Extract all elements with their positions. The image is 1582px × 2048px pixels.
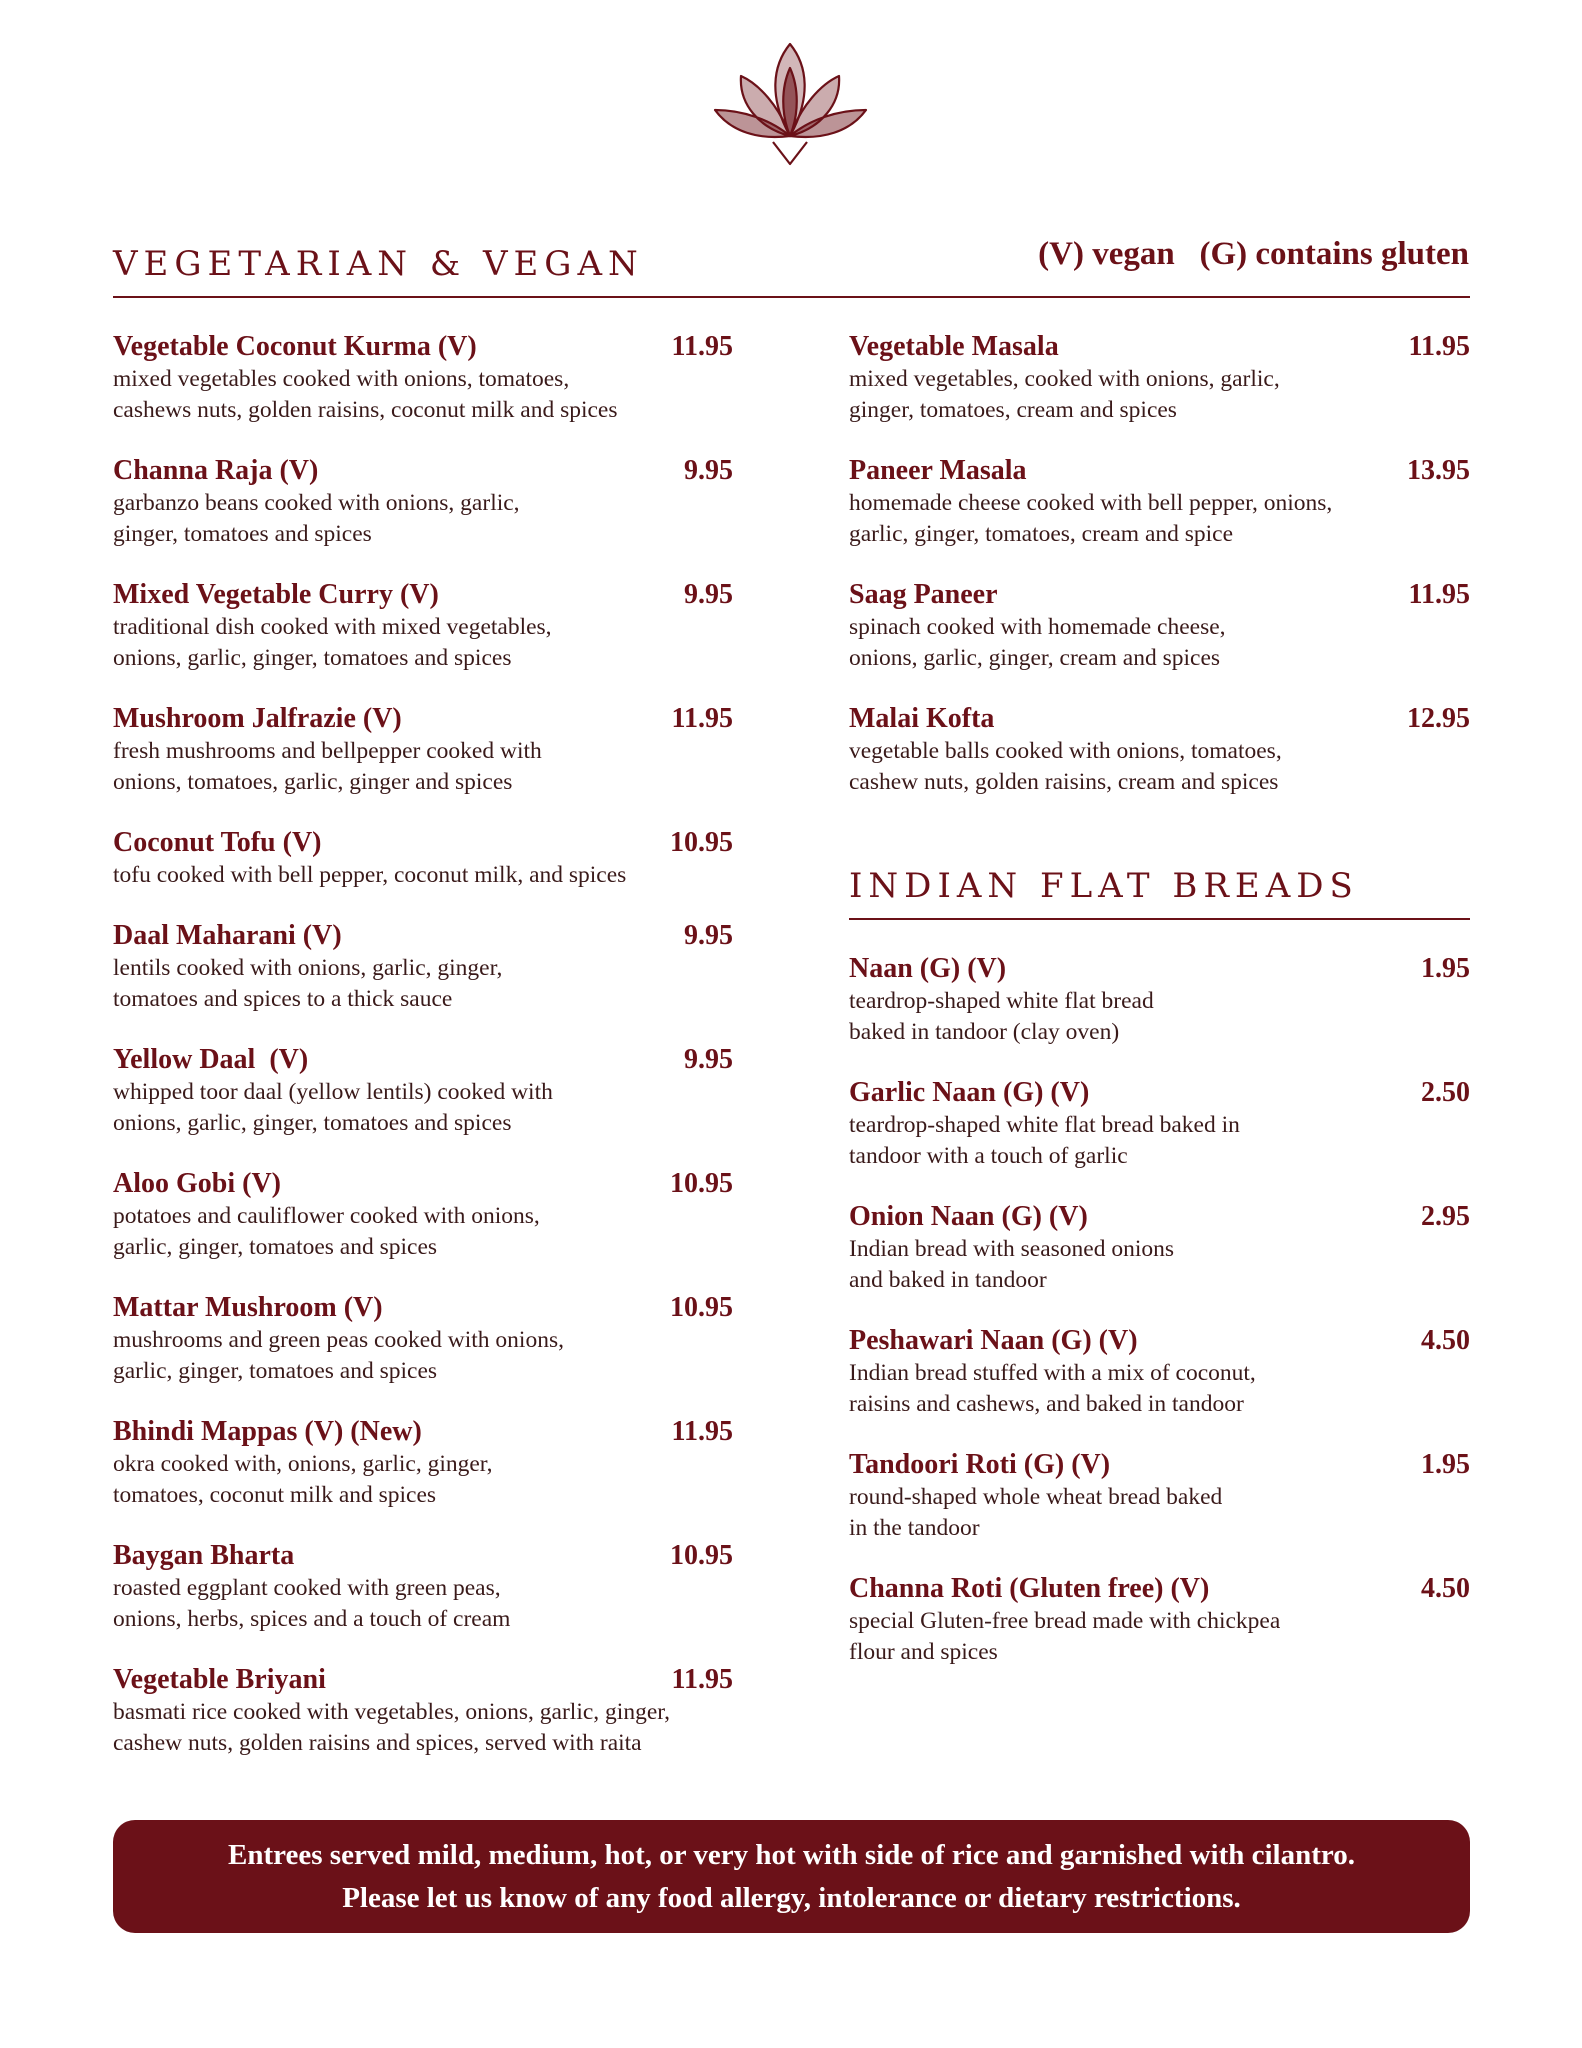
menu-column-right [849, 330, 1470, 826]
menu-column-left [113, 330, 733, 1787]
notice-line-1: Entrees served mild, medium, hot, or very hot with side of rice and garnished with cilantro. [228, 1838, 1355, 1871]
menu-item [113, 578, 733, 702]
menu-item [113, 1539, 733, 1663]
section-divider [849, 918, 1470, 920]
menu-item [849, 1200, 1470, 1324]
item-price: 2.95 [1421, 1201, 1470, 1232]
item-name: Garlic Naan (G) (V) [849, 1077, 1090, 1108]
item-name: Vegetable Coconut Kurma (V) [113, 331, 477, 362]
menu-item [113, 1167, 733, 1291]
item-description: fresh mushrooms and bellpepper cooked with onions, tomatoes, garlic, ginger and spices [113, 738, 542, 795]
item-name: Mixed Vegetable Curry (V) [113, 579, 439, 610]
item-description: homemade cheese cooked with bell pepper, onions, garlic, ginger, tomatoes, cream and spice [849, 490, 1333, 547]
item-description: round-shaped whole wheat bread baked in the tandoor [849, 1484, 1223, 1541]
item-description: teardrop-shaped white flat bread baked in tandoor (clay oven) [849, 988, 1154, 1045]
item-price: 11.95 [1408, 331, 1470, 362]
menu-item [849, 1076, 1470, 1200]
menu-item [113, 702, 733, 826]
item-name: Saag Paneer [849, 579, 998, 610]
menu-item [113, 919, 733, 1043]
item-price: 9.95 [684, 1044, 733, 1075]
item-name: Coconut Tofu (V) [113, 827, 322, 858]
item-name: Naan (G) (V) [849, 953, 1007, 984]
item-name: Channa Roti (Gluten free) (V) [849, 1573, 1210, 1604]
section-title-flat-breads: INDIAN FLAT BREADS [849, 866, 1359, 906]
item-price: 11.95 [1408, 579, 1470, 610]
item-name: Mushroom Jalfrazie (V) [113, 703, 402, 734]
item-description: mixed vegetables cooked with onions, tomatoes, cashews nuts, golden raisins, coconut milk and spices [113, 366, 618, 423]
item-price: 10.95 [670, 827, 733, 858]
item-name: Peshawari Naan (G) (V) [849, 1325, 1138, 1356]
item-description: mushrooms and green peas cooked with onions, garlic, ginger, tomatoes and spices [113, 1327, 564, 1384]
item-name: Baygan Bharta [113, 1540, 295, 1571]
notice-line-2: Please let us know of any food allergy, intolerance or dietary restrictions. [342, 1881, 1241, 1914]
item-description: garbanzo beans cooked with onions, garlic, ginger, tomatoes and spices [113, 490, 520, 547]
item-price: 13.95 [1407, 455, 1470, 486]
item-name: Bhindi Mappas (V) (New) [113, 1416, 422, 1447]
item-description: basmati rice cooked with vegetables, onions, garlic, ginger, cashew nuts, golden raisins and spices, served with raita [113, 1699, 671, 1756]
menu-column-breads [849, 952, 1470, 1696]
item-price: 4.50 [1421, 1573, 1470, 1604]
item-price: 10.95 [670, 1168, 733, 1199]
item-name: Vegetable Briyani [113, 1664, 326, 1695]
item-description: okra cooked with, onions, garlic, ginger, tomatoes, coconut milk and spices [113, 1451, 493, 1508]
menu-item [849, 578, 1470, 702]
item-description: traditional dish cooked with mixed vegetables, onions, garlic, ginger, tomatoes and spices [113, 614, 552, 671]
item-name: Vegetable Masala [849, 331, 1059, 362]
item-description: lentils cooked with onions, garlic, ginger, tomatoes and spices to a thick sauce [113, 955, 503, 1012]
item-description: Indian bread stuffed with a mix of coconut, raisins and cashews, and baked in tandoor [849, 1360, 1256, 1417]
item-name: Channa Raja (V) [113, 455, 319, 486]
menu-item [849, 454, 1470, 578]
item-price: 11.95 [671, 1664, 733, 1695]
item-description: special Gluten-free bread made with chickpea flour and spices [849, 1608, 1281, 1665]
menu-item [113, 454, 733, 578]
item-name: Paneer Masala [849, 455, 1027, 486]
item-description: Indian bread with seasoned onions and baked in tandoor [849, 1236, 1175, 1293]
item-price: 9.95 [684, 920, 733, 951]
item-name: Daal Maharani (V) [113, 920, 342, 951]
menu-item [113, 330, 733, 454]
item-price: 2.50 [1421, 1077, 1470, 1108]
item-description: spinach cooked with homemade cheese, onions, garlic, ginger, cream and spices [849, 614, 1226, 671]
lotus-icon [713, 40, 868, 168]
item-price: 1.95 [1421, 953, 1470, 984]
item-description: roasted eggplant cooked with green peas, onions, herbs, spices and a touch of cream [113, 1575, 511, 1632]
item-name: Tandoori Roti (G) (V) [849, 1449, 1111, 1480]
menu-item [113, 1291, 733, 1415]
legend-gluten: (G) contains gluten [1199, 236, 1469, 272]
item-price: 11.95 [671, 1416, 733, 1447]
menu-item [113, 1415, 733, 1539]
item-description: mixed vegetables, cooked with onions, garlic, ginger, tomatoes, cream and spices [849, 366, 1280, 423]
item-price: 11.95 [671, 331, 733, 362]
item-price: 10.95 [670, 1540, 733, 1571]
item-price: 9.95 [684, 579, 733, 610]
menu-item [849, 1572, 1470, 1696]
item-price: 4.50 [1421, 1325, 1470, 1356]
item-name: Malai Kofta [849, 703, 995, 734]
item-price: 10.95 [670, 1292, 733, 1323]
item-name: Aloo Gobi (V) [113, 1168, 281, 1199]
menu-item [113, 1663, 733, 1787]
legend-vegan: (V) vegan [1038, 236, 1175, 272]
menu-item [849, 1448, 1470, 1572]
menu-item [113, 1043, 733, 1167]
notice-banner [113, 1820, 1470, 1933]
menu-item [113, 826, 733, 919]
item-description: vegetable balls cooked with onions, tomatoes, cashew nuts, golden raisins, cream and spices [849, 738, 1282, 795]
item-description: potatoes and cauliflower cooked with onions, garlic, ginger, tomatoes and spices [113, 1203, 540, 1260]
menu-item [849, 702, 1470, 826]
item-name: Mattar Mushroom (V) [113, 1292, 383, 1323]
section-title-vegetarian: VEGETARIAN & VEGAN [113, 244, 644, 284]
diet-legend [1038, 236, 1469, 273]
menu-item [849, 330, 1470, 454]
item-description: teardrop-shaped white flat bread baked in tandoor with a touch of garlic [849, 1112, 1240, 1169]
item-price: 12.95 [1407, 703, 1470, 734]
menu-item [849, 1324, 1470, 1448]
item-price: 9.95 [684, 455, 733, 486]
item-description: whipped toor daal (yellow lentils) cooked with onions, garlic, ginger, tomatoes and spices [113, 1079, 553, 1136]
item-description: tofu cooked with bell pepper, coconut milk, and spices [113, 862, 627, 888]
menu-item [849, 952, 1470, 1076]
item-price: 11.95 [671, 703, 733, 734]
item-name: Onion Naan (G) (V) [849, 1201, 1088, 1232]
section-divider [113, 296, 1470, 298]
item-name: Yellow Daal (V) [113, 1044, 309, 1075]
item-price: 1.95 [1421, 1449, 1470, 1480]
